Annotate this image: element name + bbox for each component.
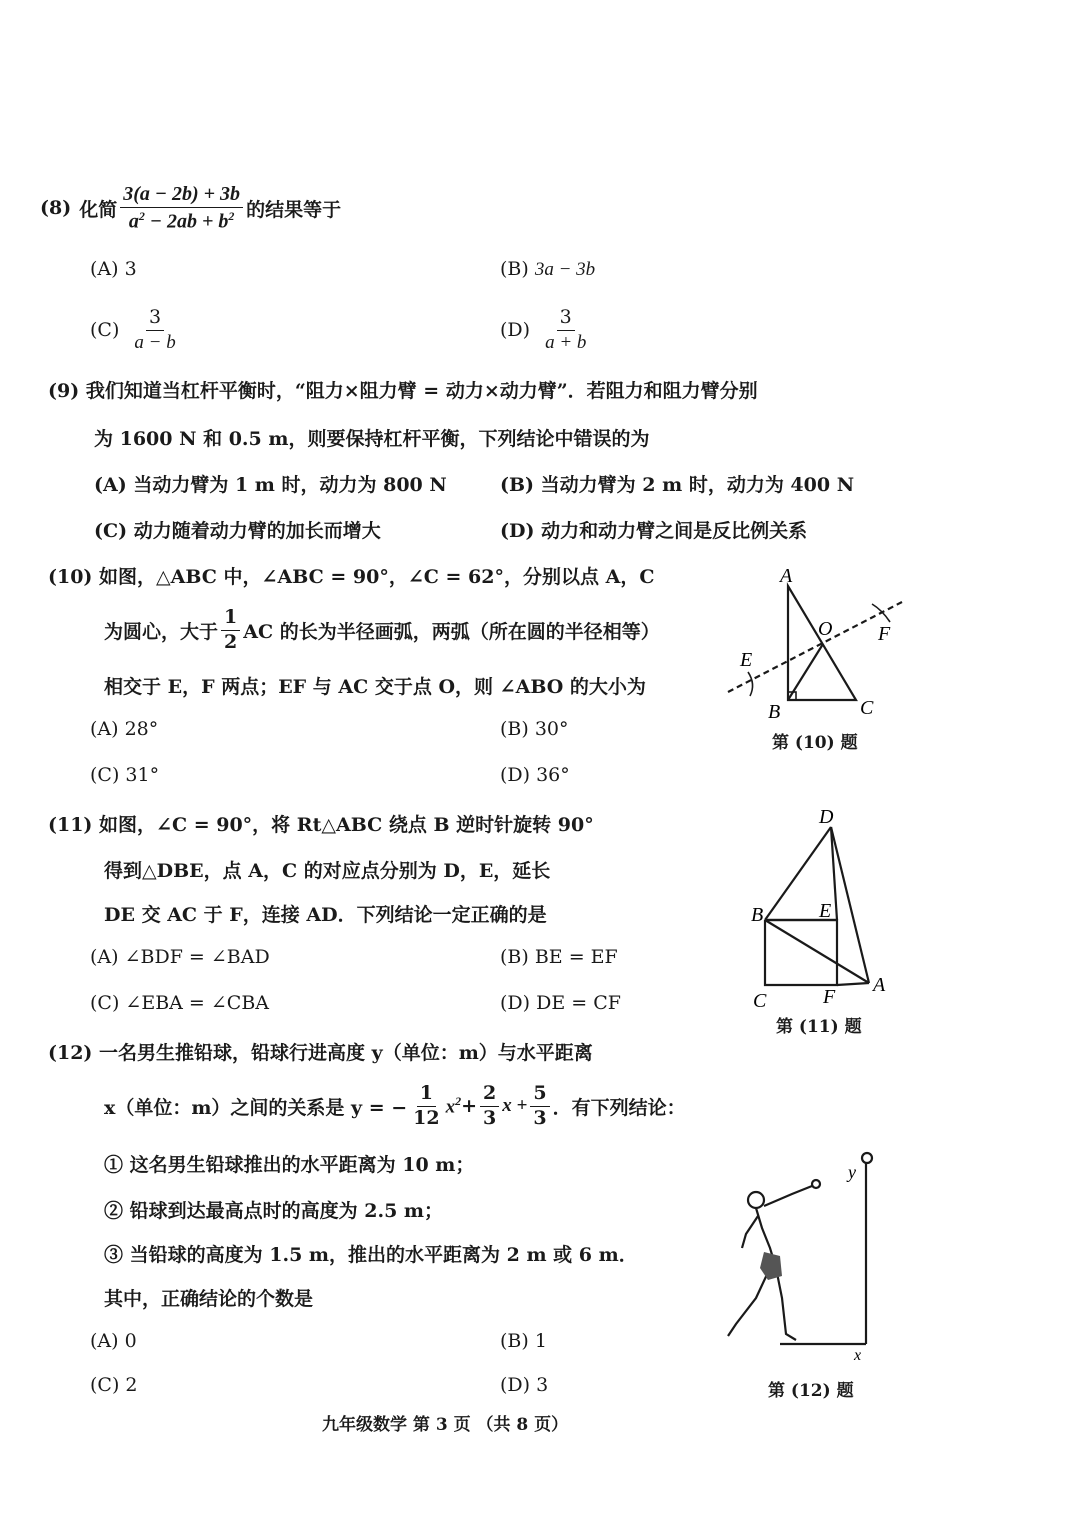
- q8-number: (8): [40, 197, 72, 220]
- q10-caption: 第 (10) 题: [772, 733, 858, 753]
- q11-caption: 第 (11) 题: [776, 1017, 862, 1037]
- q12-conclusion-2: ② 铅球到达最高点时的高度为 2.5 m；: [104, 1200, 444, 1222]
- q11-line2: 得到△DBE，点 A，C 的对应点分别为 D，E，延长: [104, 860, 551, 882]
- q12-option-b: (B) 1: [500, 1330, 547, 1352]
- q11-label-a: A: [873, 974, 886, 996]
- q12-athlete-back-arm: [742, 1216, 758, 1248]
- q12-conclusion-3: ③ 当铅球的高度为 1.5 m，推出的水平距离为 2 m 或 6 m．: [104, 1244, 638, 1266]
- q11-rect: [765, 920, 837, 985]
- q8-denominator: $a^2 - 2ab + b^2$: [128, 209, 235, 233]
- q11-label-d: D: [819, 806, 834, 828]
- q8-option-d: (D) $\frac{3}{a + b}$: [500, 306, 587, 353]
- q10-label-e: E: [740, 649, 753, 671]
- q12-figure: [720, 1148, 890, 1364]
- q12-shot-ball: [862, 1153, 872, 1163]
- q11-line-ca: [837, 983, 869, 985]
- q9-option-c: (C) 动力随着动力臂的加长而增大: [94, 520, 381, 542]
- q12-line1: (12) 一名男生推铅球，铅球行进高度 y（单位：m）与水平距离: [48, 1042, 593, 1064]
- q10-option-d: (D) 36°: [500, 764, 570, 786]
- q11-option-d: (D) DE = CF: [500, 992, 621, 1014]
- page-footer: 九年级数学 第 3 页 （共 8 页）: [322, 1415, 569, 1435]
- q12-hand-ball: [812, 1180, 820, 1188]
- q12-conclusion-1: ① 这名男生铅球推出的水平距离为 10 m；: [104, 1154, 475, 1176]
- q12-option-a: (A) 0: [90, 1330, 137, 1352]
- q11-option-b: (B) BE = EF: [500, 946, 618, 968]
- q8-stem: [40, 184, 341, 233]
- q12-athlete-leg1: [776, 1268, 796, 1340]
- q9-line2: 为 1600 N 和 0.5 m，则要保持杠杆平衡，下列结论中错误的为: [94, 428, 650, 450]
- q11-label-b: B: [751, 904, 764, 926]
- q8-option-a: (A) 3: [90, 258, 137, 280]
- q9-line1: (9) 我们知道当杠杆平衡时，“阻力×阻力臂 = 动力×动力臂”．若阻力和阻力臂分别: [48, 380, 758, 402]
- q8-stem-suffix: 的结果等于: [246, 198, 342, 221]
- q10-option-b: (B) 30°: [500, 718, 569, 740]
- q12-summary: 其中，正确结论的个数是: [104, 1288, 314, 1310]
- q11-label-c: C: [753, 990, 767, 1010]
- q12-caption: 第 (12) 题: [768, 1381, 854, 1401]
- q12-athlete-leg2: [728, 1268, 770, 1336]
- q10-line1: (10) 如图，△ABC 中，∠ABC = 90°，∠C = 62°，分别以点 A，C: [48, 566, 655, 588]
- q10-figure: [720, 560, 920, 725]
- q10-line3: 相交于 E，F 两点；EF 与 AC 交于点 O，则 ∠ABO 的大小为: [104, 676, 646, 698]
- q12-athlete-arm: [764, 1186, 812, 1206]
- q10-label-o: O: [818, 618, 833, 640]
- q10-label-a: A: [780, 565, 793, 587]
- q11-line3: DE 交 AC 于 F，连接 AD．下列结论一定正确的是: [104, 904, 547, 926]
- q8-fraction: [120, 184, 243, 233]
- q12-athlete-shorts: [760, 1252, 782, 1280]
- q10-line-ef: [728, 602, 902, 692]
- q9-option-a: (A) 当动力臂为 1 m 时，动力为 800 N: [94, 474, 447, 496]
- q12-axis-x-label: x: [854, 1347, 862, 1364]
- q12-option-c: (C) 2: [90, 1374, 138, 1396]
- q9-option-d: (D) 动力和动力臂之间是反比例关系: [500, 520, 808, 542]
- q11-line1: (11) 如图，∠C = 90°，将 Rt△ABC 绕点 B 逆时针旋转 90°: [48, 814, 594, 836]
- q10-label-f: F: [878, 623, 891, 645]
- q10-option-c: (C) 31°: [90, 764, 160, 786]
- q12-line2: x（单位：m）之间的关系是 y = − $\frac{1}{12}$ $x^2$ + $\frac{2}{3}$ x + $\frac{5}{3}$ ．有下列结论：: [104, 1082, 686, 1129]
- q12-axis-y-label: y: [848, 1162, 856, 1182]
- q10-label-c: C: [860, 697, 874, 719]
- q10-line2: 为圆心，大于 $\frac{1}{2}$ AC 的长为半径画弧，两弧（所在圆的半径相等）: [104, 606, 660, 653]
- q12-option-d: (D) 3: [500, 1374, 549, 1396]
- q11-line-ba: [765, 920, 869, 983]
- q8-option-c: (C) $\frac{3}{a - b}$: [90, 306, 176, 353]
- q8-stem-prefix: 化简: [79, 198, 118, 221]
- q8-numerator: 3(a − 2b) + 3b: [120, 184, 243, 208]
- q11-label-e: E: [819, 900, 832, 922]
- q10-arc-e: [748, 672, 753, 696]
- q8-option-b: (B) 3a − 3b: [500, 258, 596, 280]
- q10-option-a: (A) 28°: [90, 718, 159, 740]
- q11-option-a: (A) ∠BDF = ∠BAD: [90, 946, 270, 968]
- q11-figure: [745, 805, 905, 1010]
- q12-athlete-head: [748, 1192, 764, 1208]
- q9-option-b: (B) 当动力臂为 2 m 时，动力为 400 N: [500, 474, 855, 496]
- q10-label-b: B: [768, 701, 781, 723]
- q11-option-c: (C) ∠EBA = ∠CBA: [90, 992, 270, 1014]
- q11-label-f: F: [823, 986, 836, 1008]
